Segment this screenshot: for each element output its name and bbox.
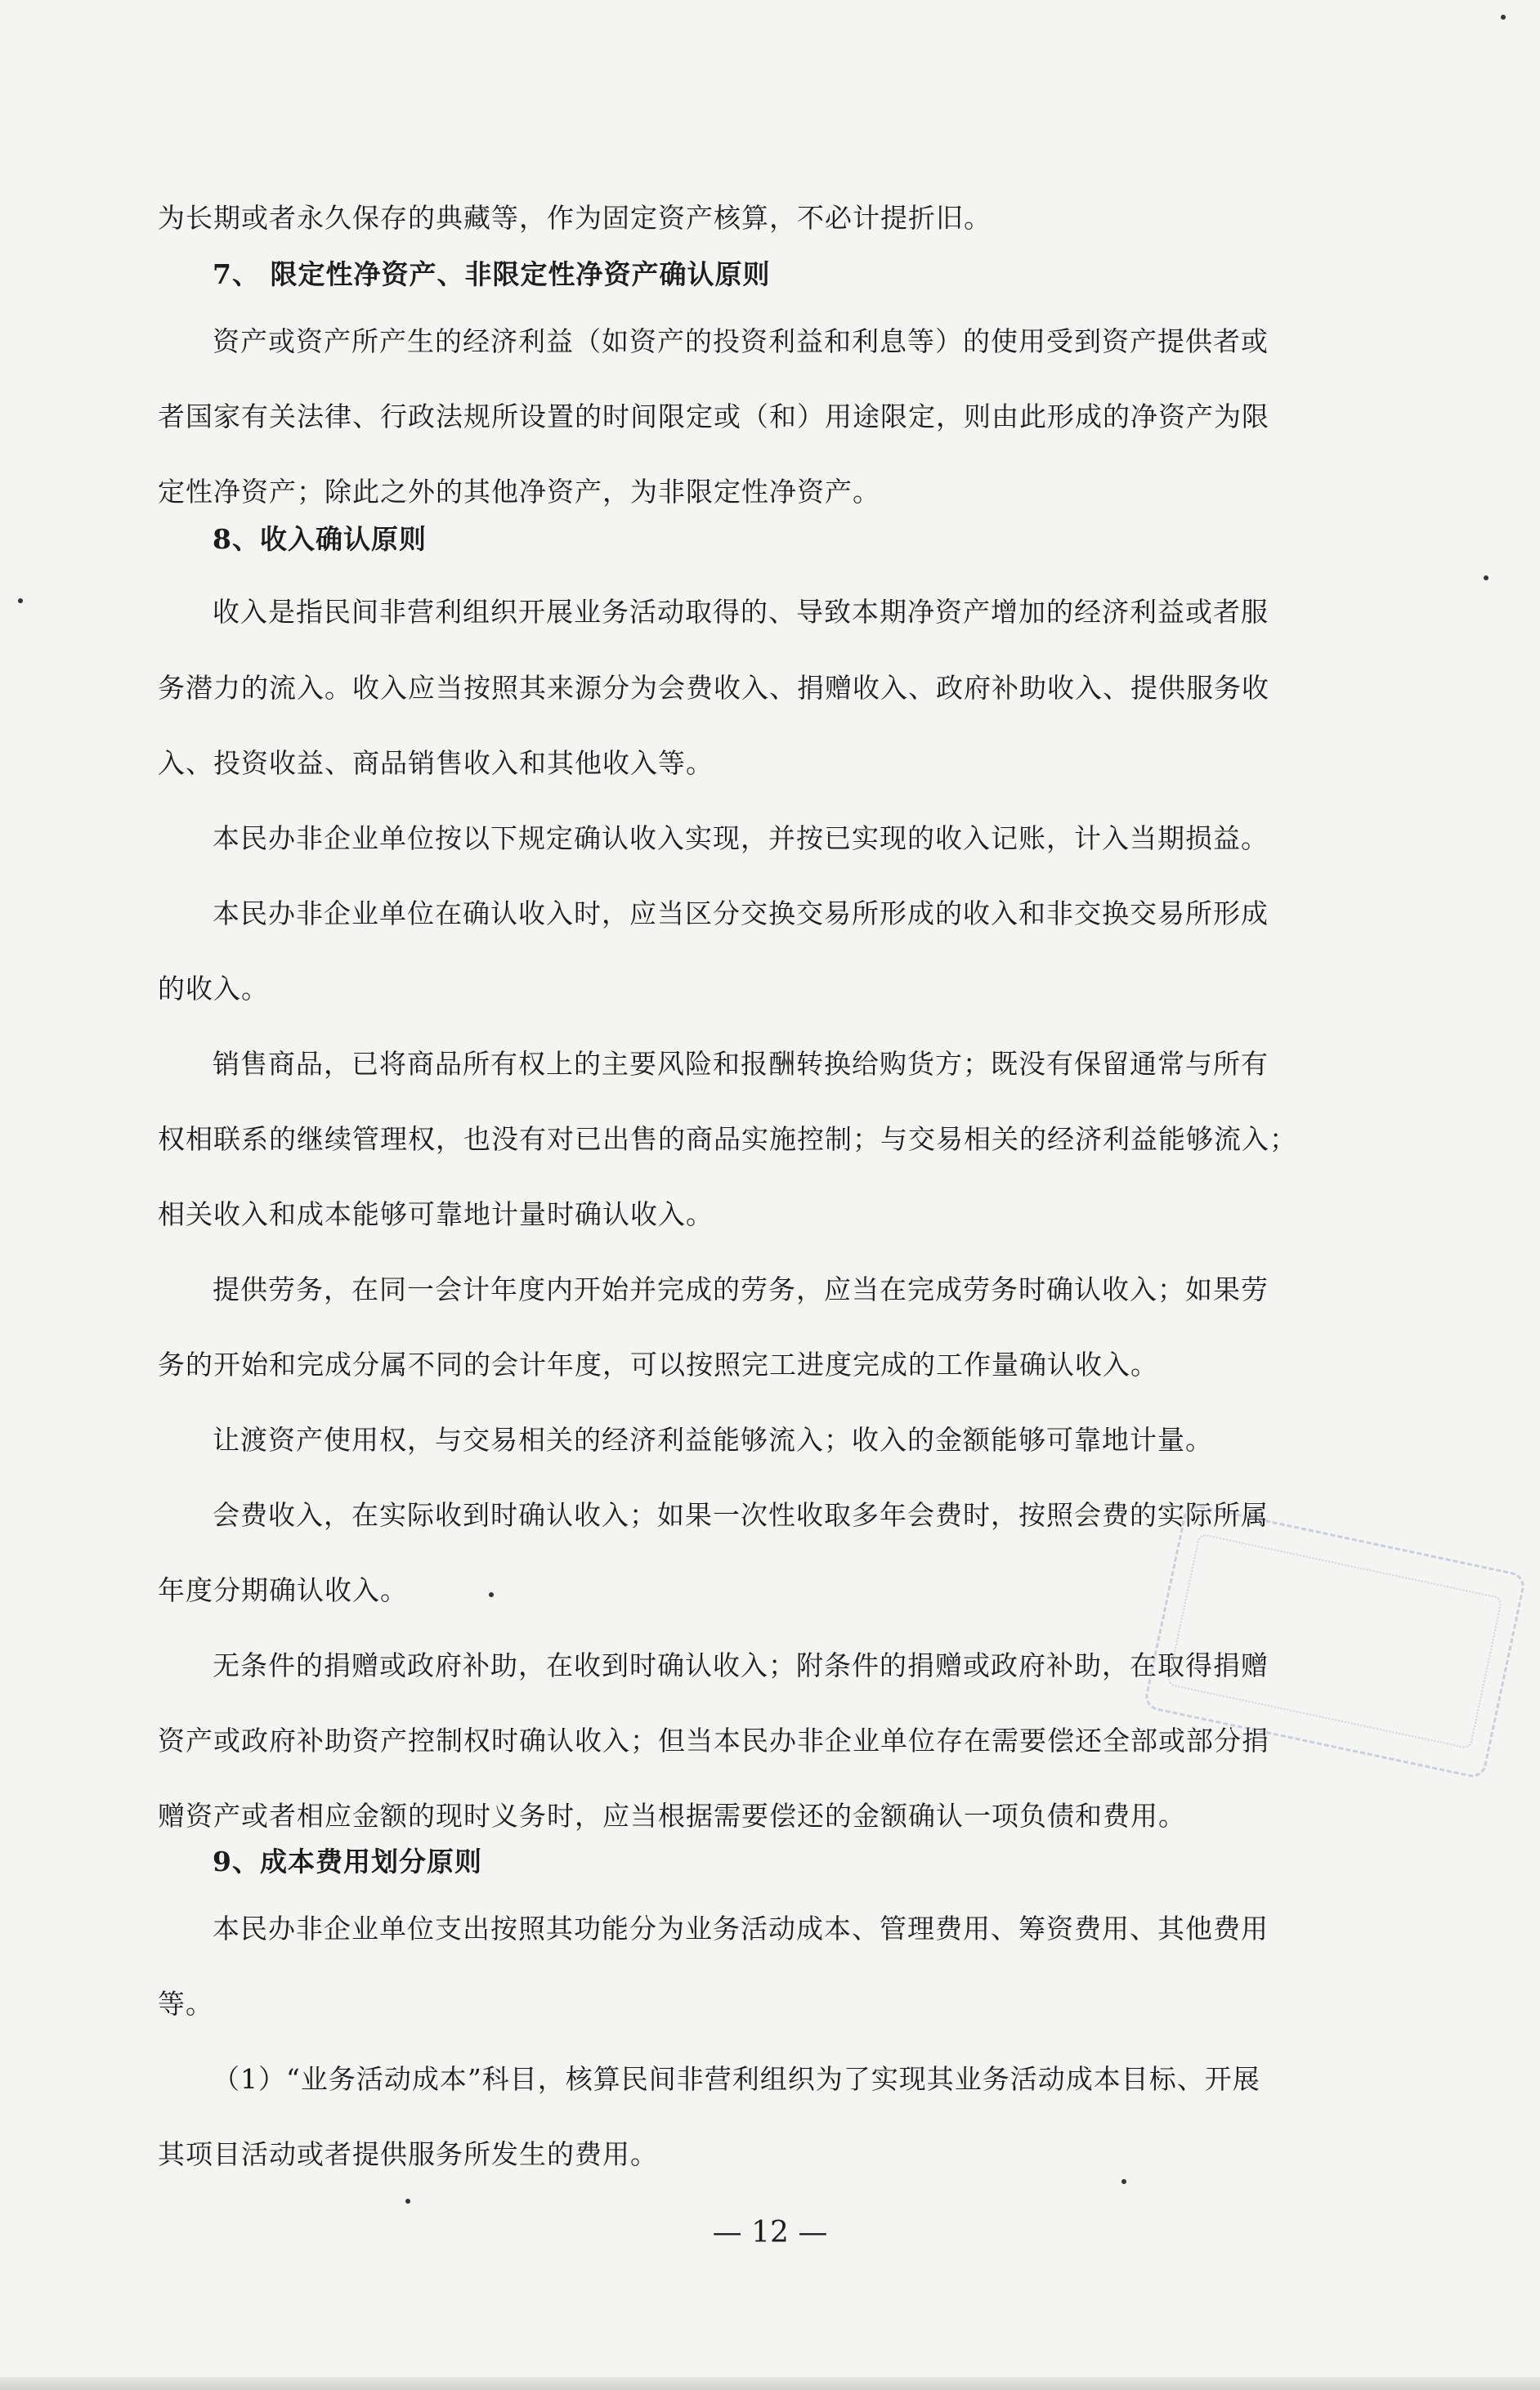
text-line: 务潜力的流入。收入应当按照其来源分为会费收入、捐赠收入、政府补助收入、提供服务收 <box>158 672 1269 704</box>
text-line: 为长期或者永久保存的典藏等，作为固定资产核算，不必计提折旧。 <box>158 202 992 234</box>
text-line: 赠资产或者相应金额的现时义务时，应当根据需要偿还的金额确认一项负债和费用。 <box>158 1800 1186 1832</box>
text-line: 的收入。 <box>158 973 269 1005</box>
scan-speck <box>405 2199 410 2204</box>
section-heading-9: 9、成本费用划分原则 <box>213 1846 482 1878</box>
text-line: 其项目活动或者提供服务所发生的费用。 <box>158 2138 658 2170</box>
text-line: 权相联系的继续管理权，也没有对已出售的商品实施控制；与交易相关的经济利益能够流入； <box>158 1123 1297 1155</box>
section-heading-7: 7、 限定性净资产、非限定性净资产确认原则 <box>213 258 771 290</box>
text-line: 销售商品，已将商品所有权上的主要风险和报酬转换给购货方；既没有保留通常与所有 <box>213 1048 1269 1080</box>
text-line: 定性净资产；除此之外的其他净资产，为非限定性净资产。 <box>158 476 880 508</box>
text-line: 资产或资产所产生的经济利益（如资产的投资利益和利息等）的使用受到资产提供者或 <box>213 325 1269 357</box>
text-line: 会费收入，在实际收到时确认收入；如果一次性收取多年会费时，按照会费的实际所属 <box>213 1499 1269 1531</box>
scan-speck <box>1501 15 1506 20</box>
text-line: 本民办非企业单位支出按照其功能分为业务活动成本、管理费用、筹资费用、其他费用 <box>213 1913 1269 1945</box>
text-line: （1）“业务活动成本”科目，核算民间非营利组织为了实现其业务活动成本目标、开展 <box>213 2063 1260 2095</box>
text-line: 无条件的捐赠或政府补助，在收到时确认收入；附条件的捐赠或政府补助，在取得捐赠 <box>213 1649 1269 1681</box>
page-number: — 12 — <box>712 2216 828 2249</box>
scan-speck <box>18 598 23 603</box>
scan-bottom-edge <box>0 2377 1540 2390</box>
stamp-inner-border <box>1166 1533 1502 1750</box>
text-line: 年度分期确认收入。 <box>158 1574 408 1606</box>
text-line: 者国家有关法律、行政法规所设置的时间限定或（和）用途限定，则由此形成的净资产为限 <box>158 401 1269 432</box>
text-line: 提供劳务，在同一会计年度内开始并完成的劳务，应当在完成劳务时确认收入；如果劳 <box>213 1273 1269 1305</box>
text-line: 本民办非企业单位在确认收入时，应当区分交换交易所形成的收入和非交换交易所形成 <box>213 897 1269 929</box>
text-line: 相关收入和成本能够可靠地计量时确认收入。 <box>158 1198 714 1230</box>
text-line: 入、投资收益、商品销售收入和其他收入等。 <box>158 747 714 779</box>
scan-speck <box>1484 575 1489 580</box>
text-line: 资产或政府补助资产控制权时确认收入；但当本民办非企业单位存在需要偿还全部或部分捐 <box>158 1725 1269 1757</box>
text-line: 等。 <box>158 1988 213 2020</box>
text-line: 务的开始和完成分属不同的会计年度，可以按照完工进度完成的工作量确认收入。 <box>158 1349 1158 1381</box>
scan-speck <box>489 1592 494 1597</box>
text-line: 让渡资产使用权，与交易相关的经济利益能够流入；收入的金额能够可靠地计量。 <box>213 1424 1213 1456</box>
section-heading-8: 8、收入确认原则 <box>213 523 427 555</box>
text-line: 收入是指民间非营利组织开展业务活动取得的、导致本期净资产增加的经济利益或者服 <box>213 596 1269 628</box>
text-line: 本民办非企业单位按以下规定确认收入实现，并按已实现的收入记账，计入当期损益。 <box>213 822 1269 854</box>
scan-speck <box>1121 2179 1126 2184</box>
